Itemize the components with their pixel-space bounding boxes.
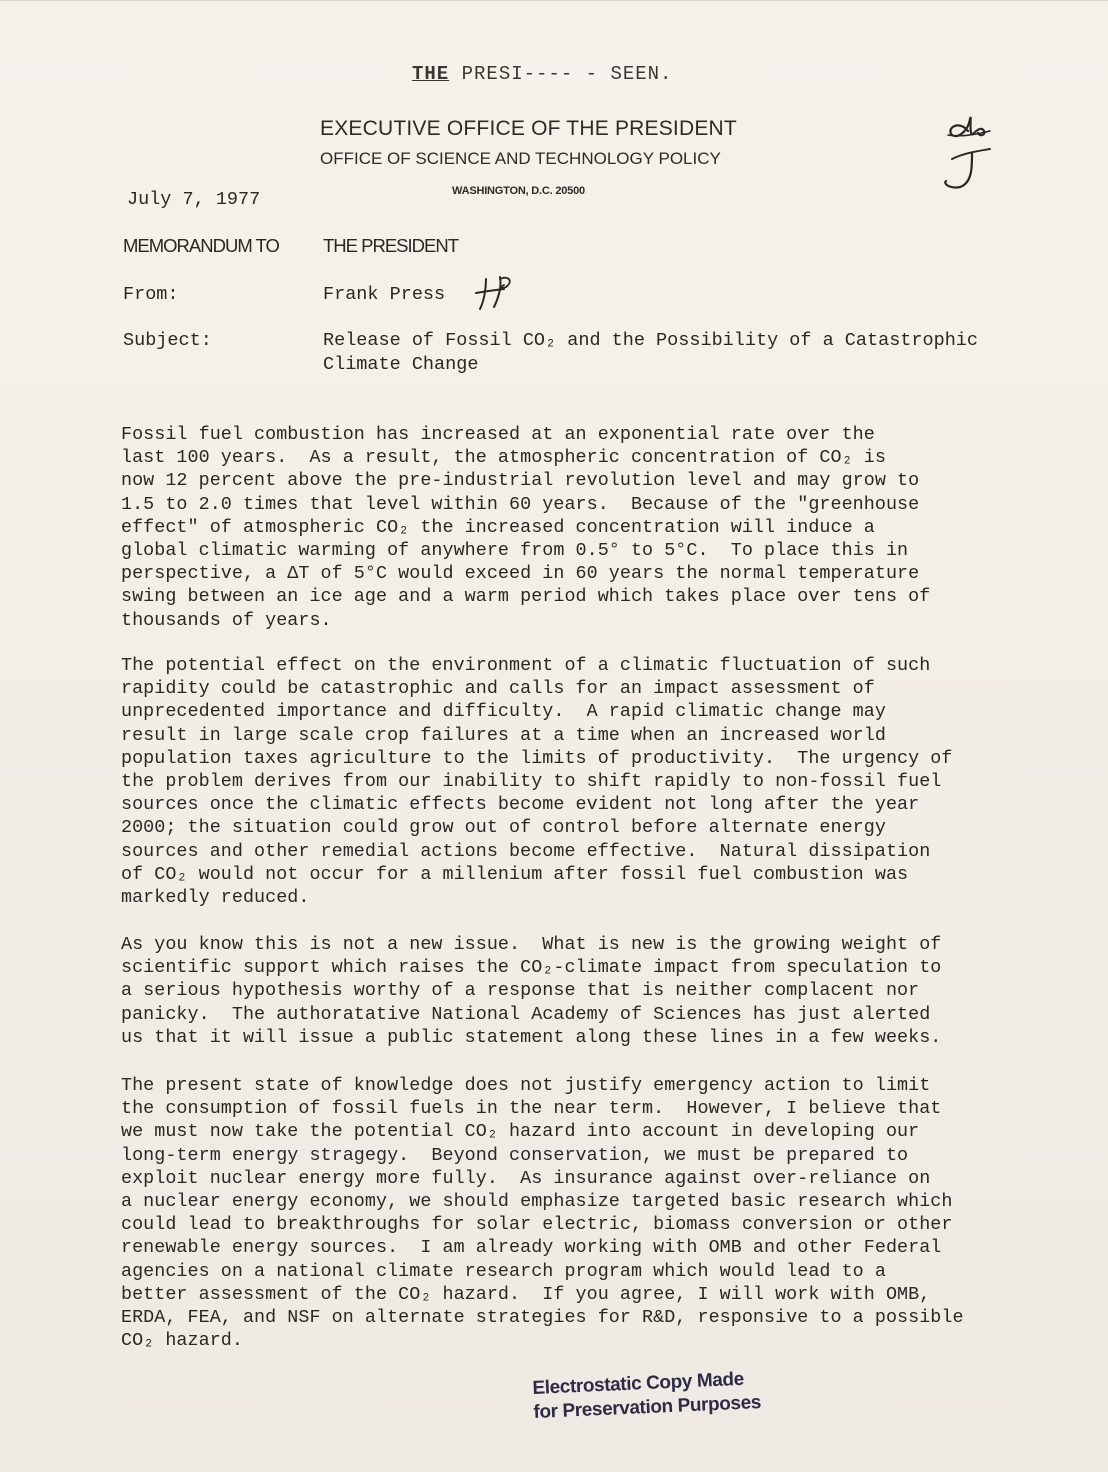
president-seen-stamp: [412, 63, 672, 85]
from-value: Frank Press: [323, 284, 446, 305]
copy-stamp-line-2: for Preservation Purposes: [533, 1392, 762, 1423]
body-paragraph-1: Fossil fuel combustion has increased at an exponential rate over the last 100 years. As a result, the atmospheric concentration of CO₂ is now 12 percent above the pre-industrial revolution level and may grow to 1.5 to 2.0 times that level within 60 years. Because of the "greenhouse effect" of atmospheric CO₂ the increased concentration will induce a global climatic warming of anywhere from 0.5° to 5°C. To place this in perspective, a ΔT of 5°C would exceed in 60 years the normal temperature swing between an ice age and a warm period which takes place over tens of thousands of years.: [121, 424, 931, 631]
letterhead-title: EXECUTIVE OFFICE OF THE PRESIDENT: [320, 117, 737, 140]
preservation-copy-stamp: [532, 1367, 761, 1425]
body-paragraph-2: The potential effect on the environment of a climatic fluctuation of such rapidity could be catastrophic and calls for an impact assessment of unprecedented importance and difficulty. A rapid climatic change may result in large scale crop failures at a time when an increased world population taxes agriculture to the limits of productivity. The urgency of the problem derives from our inability to shift rapidly to non-fossil fuel sources once the climatic effects become evident not long after the year 2000; the situation could grow out of control before alternate energy sources and other remedial actions become effective. Natural dissipation of CO₂ would not occur for a millenium after fossil fuel combustion was markedly reduced.: [121, 655, 953, 909]
subject-line-2: Climate Change: [323, 354, 479, 375]
body-paragraph-3: As you know this is not a new issue. What is new is the growing weight of scientific support which raises the CO₂-climate impact from speculation to a serious hypothesis worthy of a response that is neither complacent nor panicky. The authoratative National Academy of Sciences has just alerted us that it will issue a public statement along these lines in a few weeks.: [121, 934, 942, 1048]
body-paragraph-4: The present state of knowledge does not justify emergency action to limit the consumption of fossil fuels in the near term. However, I believe that we must now take the potential CO₂ hazard into account in developing our long-term energy stragegy. Beyond conservation, we must be prepared to exploit nuclear energy more fully. As insurance against over-reliance on a nuclear energy economy, we should emphasize targeted basic research which could lead to breakthroughs for solar electric, biomass conversion or other renewable energy sources. I am already working with OMB and other Federal agencies on a national climate research program which would lead to a better assessment of the CO₂ hazard. If you agree, I will work with OMB, ERDA, FEA, and NSF on alternate strategies for R&D, responsive to a possible CO₂ hazard.: [121, 1075, 964, 1352]
handwritten-signature-icon: [474, 273, 518, 313]
copy-stamp-line-1: Electrostatic Copy Made: [532, 1368, 745, 1399]
letterhead-address: WASHINGTON, D.C. 20500: [452, 185, 585, 197]
letterhead-office: OFFICE OF SCIENCE AND TECHNOLOGY POLICY: [320, 149, 721, 168]
subject-line-1: Release of Fossil CO₂ and the Possibility of a Catastrophic: [323, 330, 979, 351]
stamp-text: PRESI‐‐‐‐ ‐ SEEN.: [449, 63, 673, 85]
from-label: From:: [123, 284, 179, 305]
handwritten-initials-icon: [928, 101, 998, 201]
memo-date: July 7, 1977: [127, 189, 261, 210]
subject-label: Subject:: [123, 330, 212, 351]
memorandum-to-value: THE PRESIDENT: [323, 235, 459, 256]
stamp-prefix: THE: [412, 63, 450, 85]
memorandum-to-label: MEMORANDUM TO: [123, 235, 279, 256]
